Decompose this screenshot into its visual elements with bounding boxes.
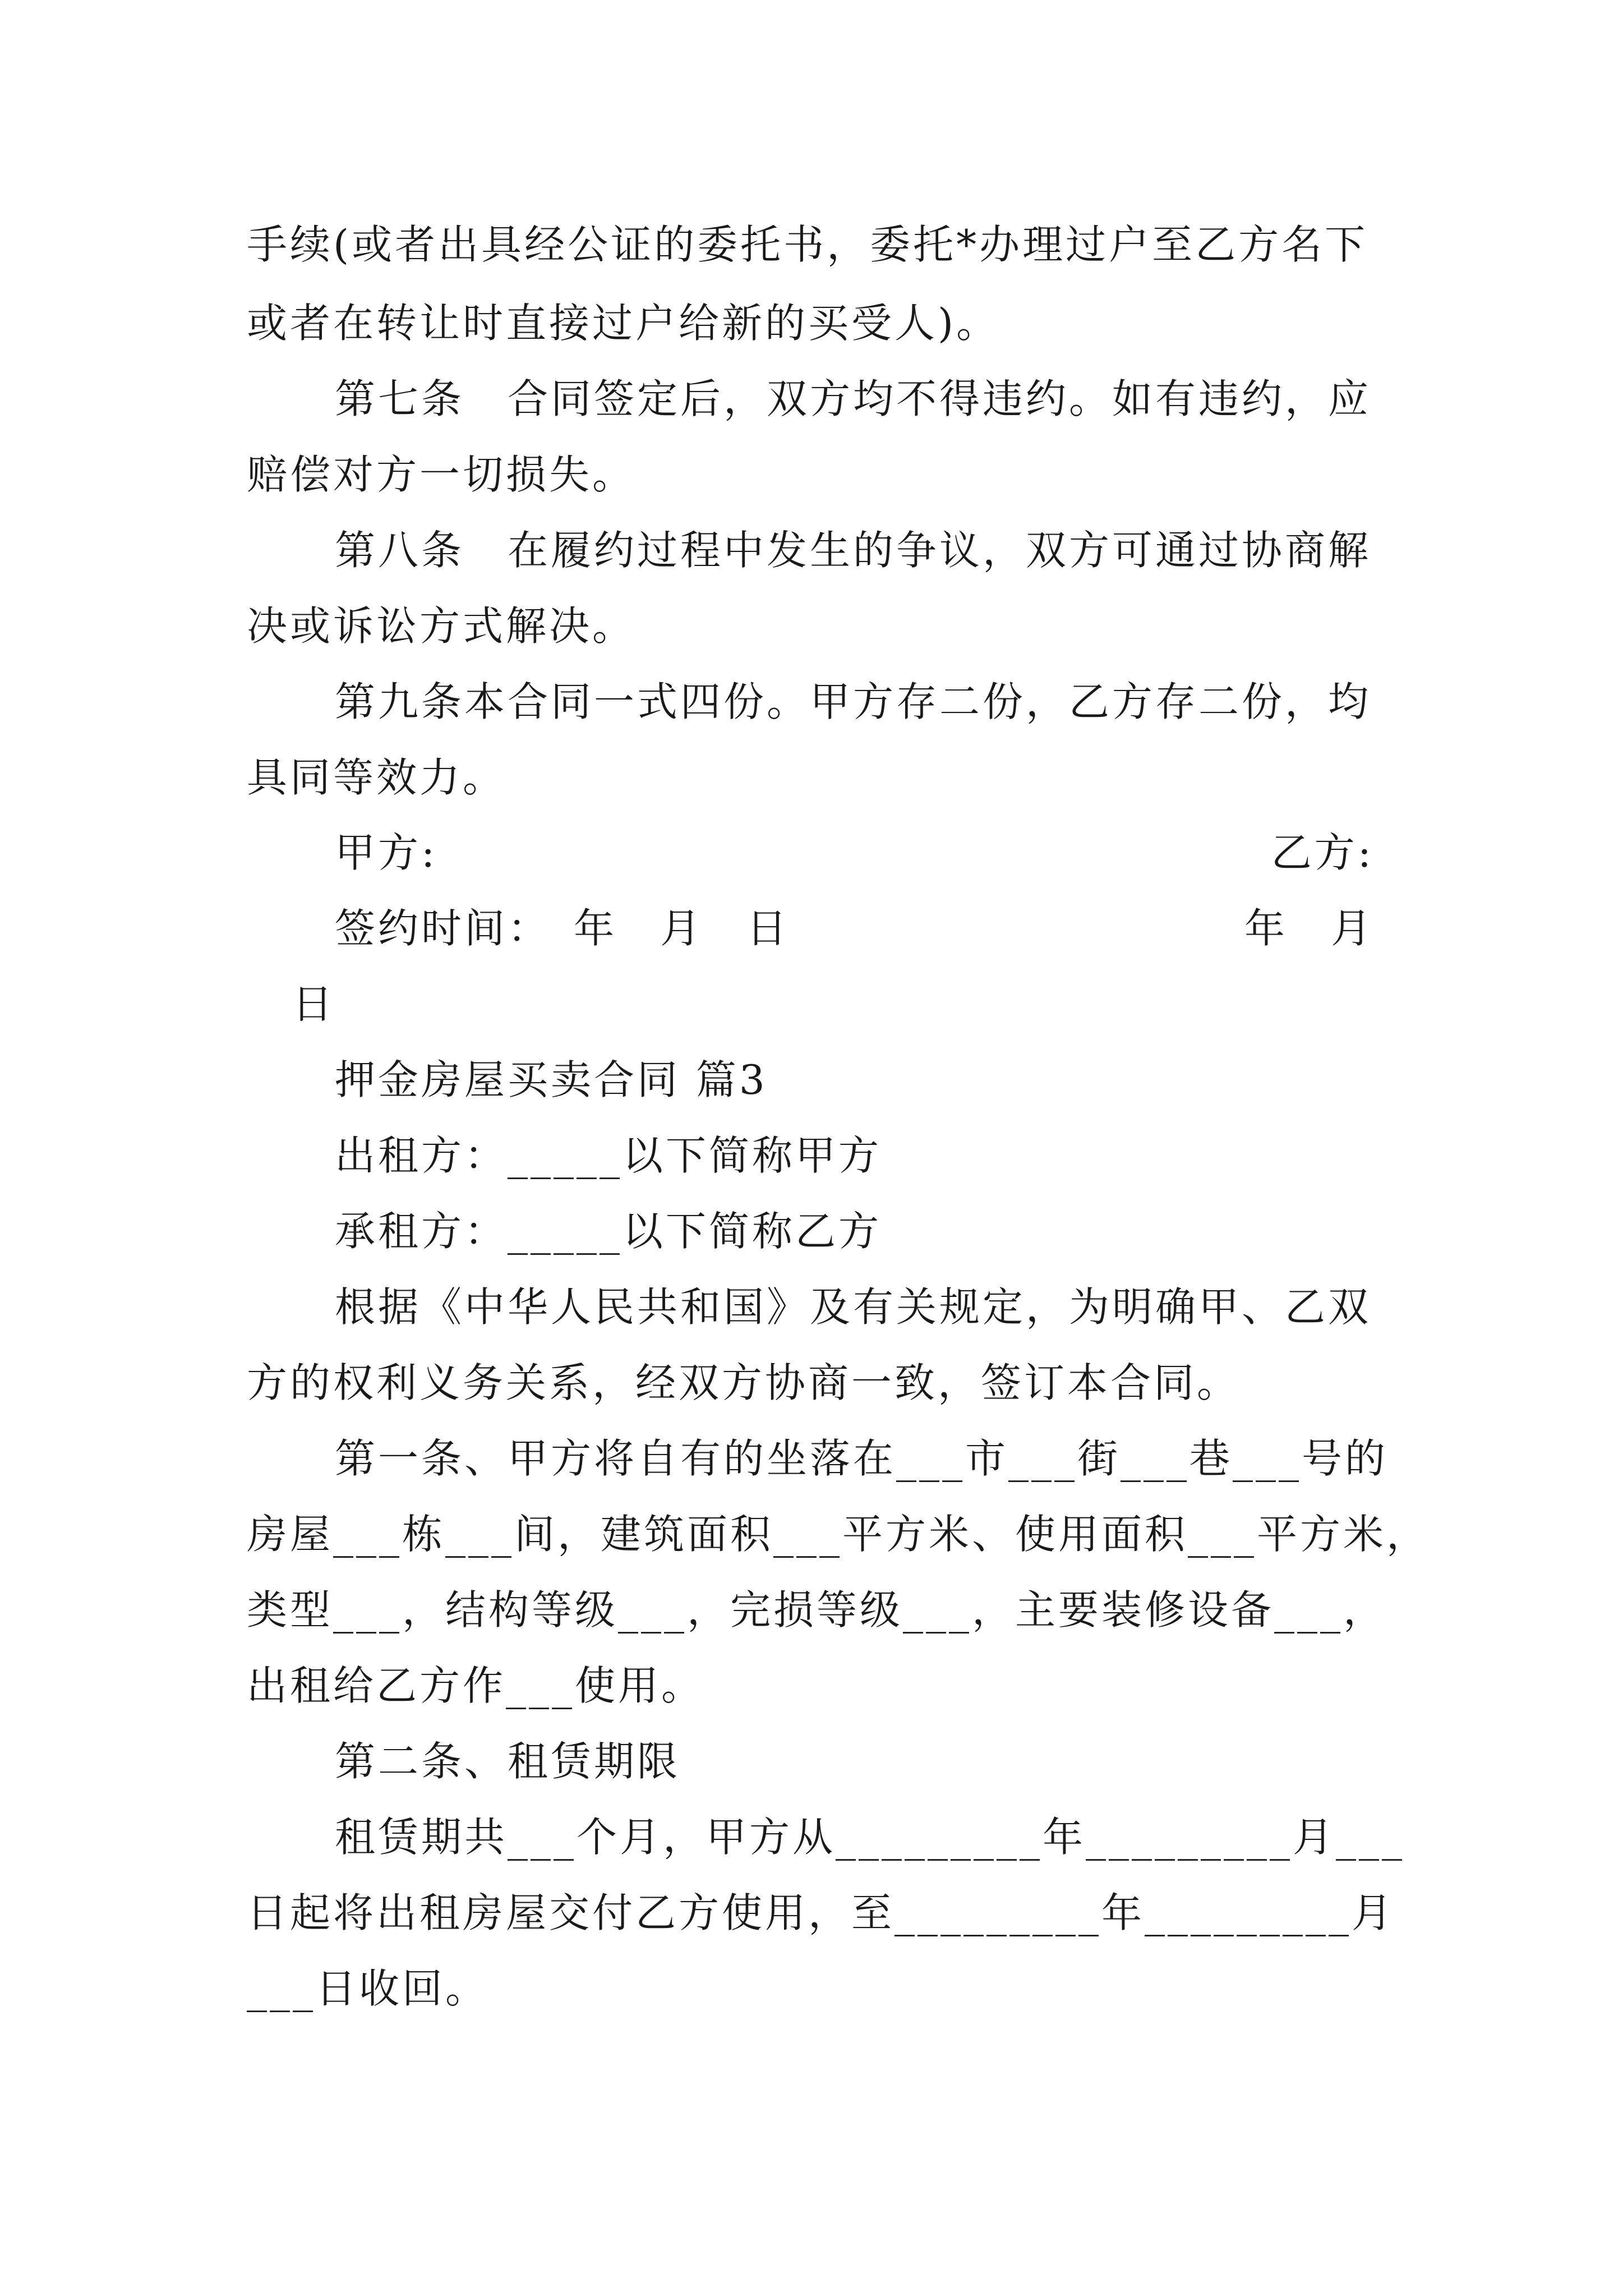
lease-term-line-3: ___日收回。 [247,1965,489,2012]
lease-term-line-2: 日起将出租房屋交付乙方使用，至_________年_________月 [247,1889,1395,1936]
text-line-1: 手续(或者出具经公证的委托书，委托*办理过户至乙方名下 [247,221,1368,268]
article-8-line-2: 决或诉讼方式解决。 [247,602,636,650]
article-8-line-1: 第八条 在履约过程中发生的争议，双方可通过协商解 [335,527,1372,574]
section-title: 押金房屋买卖合同 篇3 [335,1056,768,1103]
lease-term-line-1: 租赁期共___个月，甲方从_________年_________月___ [335,1814,1405,1861]
party-a-label: 甲方: [335,829,438,876]
lessee-line: 承租方：_____以下简称乙方 [335,1208,882,1255]
article-1-line-2: 房屋___栋___间，建筑面积___平方米、使用面积___平方米， [247,1511,1430,1558]
article-1-line-1: 第一条、甲方将自有的坐落在___市___街___巷___号的 [335,1435,1389,1482]
party-b-label: 乙方: [1271,829,1374,876]
article-1-line-3: 类型___，结构等级___，完损等级___，主要装修设备___， [247,1586,1387,1634]
article-7-line-1: 第七条 合同签定后，双方均不得违约。如有违约，应 [335,375,1372,422]
signing-date-label: 签约时间： 年 月 日 [335,905,790,952]
preamble-line-1: 根据《中华人民共和国》及有关规定，为明确甲、乙双 [335,1283,1372,1331]
signing-date-day: 日 [292,981,336,1028]
article-1-line-4: 出租给乙方作___使用。 [247,1662,705,1709]
lessor-line: 出租方：_____以下简称甲方 [335,1132,882,1179]
article-9-line-1: 第九条本合同一式四份。甲方存二份，乙方存二份，均 [335,678,1372,725]
text-line-2: 或者在转让时直接过户给新的买受人)。 [247,300,1000,347]
article-7-line-2: 赔偿对方一切损失。 [247,451,636,498]
preamble-line-2: 方的权利义务关系，经双方协商一致，签订本合同。 [247,1359,1241,1406]
article-9-line-2: 具同等效力。 [247,754,506,801]
signing-date-right: 年 月 [1244,905,1374,952]
article-2-heading: 第二条、租赁期限 [335,1738,681,1785]
